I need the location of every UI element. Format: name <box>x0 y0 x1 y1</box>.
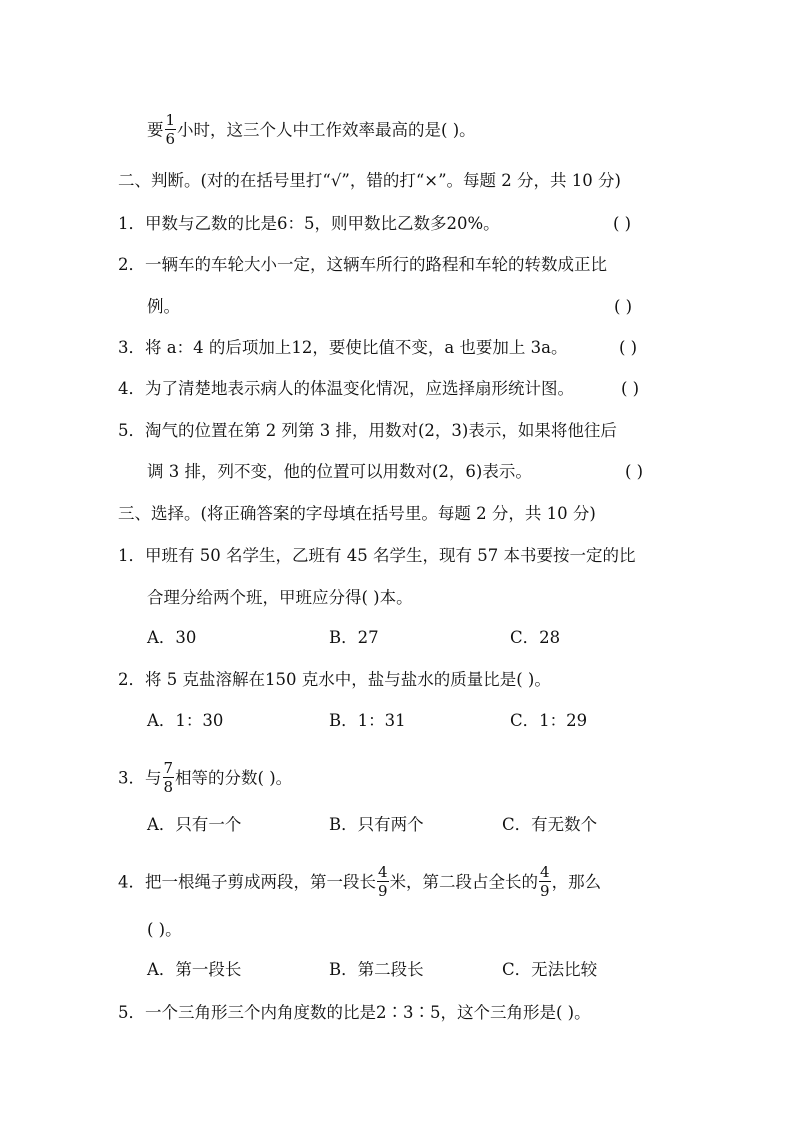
fraction-four-ninths-first <box>377 865 389 899</box>
judge-item-3-answer-paren[interactable]: ( ) <box>619 338 638 357</box>
continued-prefix: 要 <box>147 120 164 140</box>
choice-q2-option-c[interactable]: C．1：29 <box>510 711 588 730</box>
fraction-denominator: 6 <box>165 130 176 148</box>
judge-item-1-answer-paren[interactable]: ( ) <box>613 214 632 233</box>
choice-q3-option-a[interactable]: A．只有一个 <box>147 815 242 834</box>
fraction-denominator: 8 <box>163 778 174 796</box>
choice-q2-option-a[interactable]: A．1：30 <box>147 711 224 730</box>
judge-item-2-answer-paren[interactable]: ( ) <box>614 297 633 316</box>
choice-q3-option-c[interactable]: C．有无数个 <box>502 815 598 834</box>
fraction-seven-eighths <box>163 761 175 795</box>
choice-q4-option-b[interactable]: B．第二段长 <box>329 960 424 979</box>
choice-q4-middle: 米，第二段占全长的 <box>389 872 539 892</box>
choice-q5: 5．一个三角形三个内角度数的比是2∶3∶5，这个三角形是( )。 <box>118 1003 591 1022</box>
choice-q1-option-b[interactable]: B．27 <box>329 628 379 647</box>
judge-item-4: 4．为了清楚地表示病人的体温变化情况，应选择扇形统计图。 <box>118 379 574 398</box>
judge-item-3: 3．将 a：4 的后项加上12，要使比值不变，a 也要加上 3a。 <box>118 338 568 357</box>
judge-item-4-answer-paren[interactable]: ( ) <box>621 379 640 398</box>
fraction-numerator: 4 <box>378 863 388 881</box>
choice-q3 <box>118 759 293 796</box>
choice-q1-option-a[interactable]: A．30 <box>147 628 197 647</box>
choice-q4-option-c[interactable]: C．无法比较 <box>502 960 598 979</box>
section2-heading: 二、判断。(对的在括号里打“√”，错的打“×”。每题 2 分，共 10 分) <box>118 171 621 190</box>
choice-q1: 1．甲班有 50 名学生，乙班有 45 名学生，现有 57 本书要按一定的比 <box>118 546 636 565</box>
choice-q4-prefix: 4．把一根绳子剪成两段，第一段长 <box>118 872 376 892</box>
fraction-numerator: 7 <box>163 759 174 777</box>
fraction-denominator: 9 <box>540 882 550 900</box>
section3-heading: 三、选择。(将正确答案的字母填在括号里。每题 2 分，共 10 分) <box>118 504 596 523</box>
choice-q1-cont: 合理分给两个班，甲班应分得( )本。 <box>147 588 413 607</box>
judge-item-5: 5．淘气的位置在第 2 列第 3 排，用数对(2，3)表示，如果将他往后 <box>118 421 617 440</box>
fraction-numerator: 4 <box>540 863 550 881</box>
judge-item-2: 2．一辆车的车轮大小一定，这辆车所行的路程和车轮的转数成正比 <box>118 255 607 274</box>
choice-q3-prefix: 3．与 <box>118 768 162 788</box>
fraction-one-sixth <box>165 113 177 147</box>
choice-q4-cont: ( )。 <box>147 920 182 939</box>
choice-q2: 2．将 5 克盐溶解在150 克水中，盐与盐水的质量比是( )。 <box>118 670 551 689</box>
fraction-four-ninths-second <box>539 865 551 899</box>
choice-q4 <box>118 863 602 900</box>
choice-q4-option-a[interactable]: A．第一段长 <box>147 960 242 979</box>
choice-q3-suffix: 相等的分数( )。 <box>175 768 293 788</box>
continued-suffix: 小时，这三个人中工作效率最高的是( )。 <box>177 120 476 140</box>
choice-q3-option-b[interactable]: B．只有两个 <box>329 815 424 834</box>
judge-item-5-answer-paren[interactable]: ( ) <box>625 462 644 481</box>
judge-item-2-cont: 例。 <box>147 297 180 316</box>
fraction-numerator: 1 <box>165 111 176 129</box>
choice-q2-option-b[interactable]: B．1：31 <box>329 711 406 730</box>
judge-item-5-cont: 调 3 排，列不变，他的位置可以用数对(2，6)表示。 <box>147 462 532 481</box>
continued-question-line <box>147 111 476 148</box>
choice-q4-suffix: ，那么 <box>551 872 602 892</box>
choice-q1-option-c[interactable]: C．28 <box>510 628 561 647</box>
fraction-denominator: 9 <box>378 882 388 900</box>
judge-item-1: 1．甲数与乙数的比是6：5，则甲数比乙数多20%。 <box>118 214 500 233</box>
